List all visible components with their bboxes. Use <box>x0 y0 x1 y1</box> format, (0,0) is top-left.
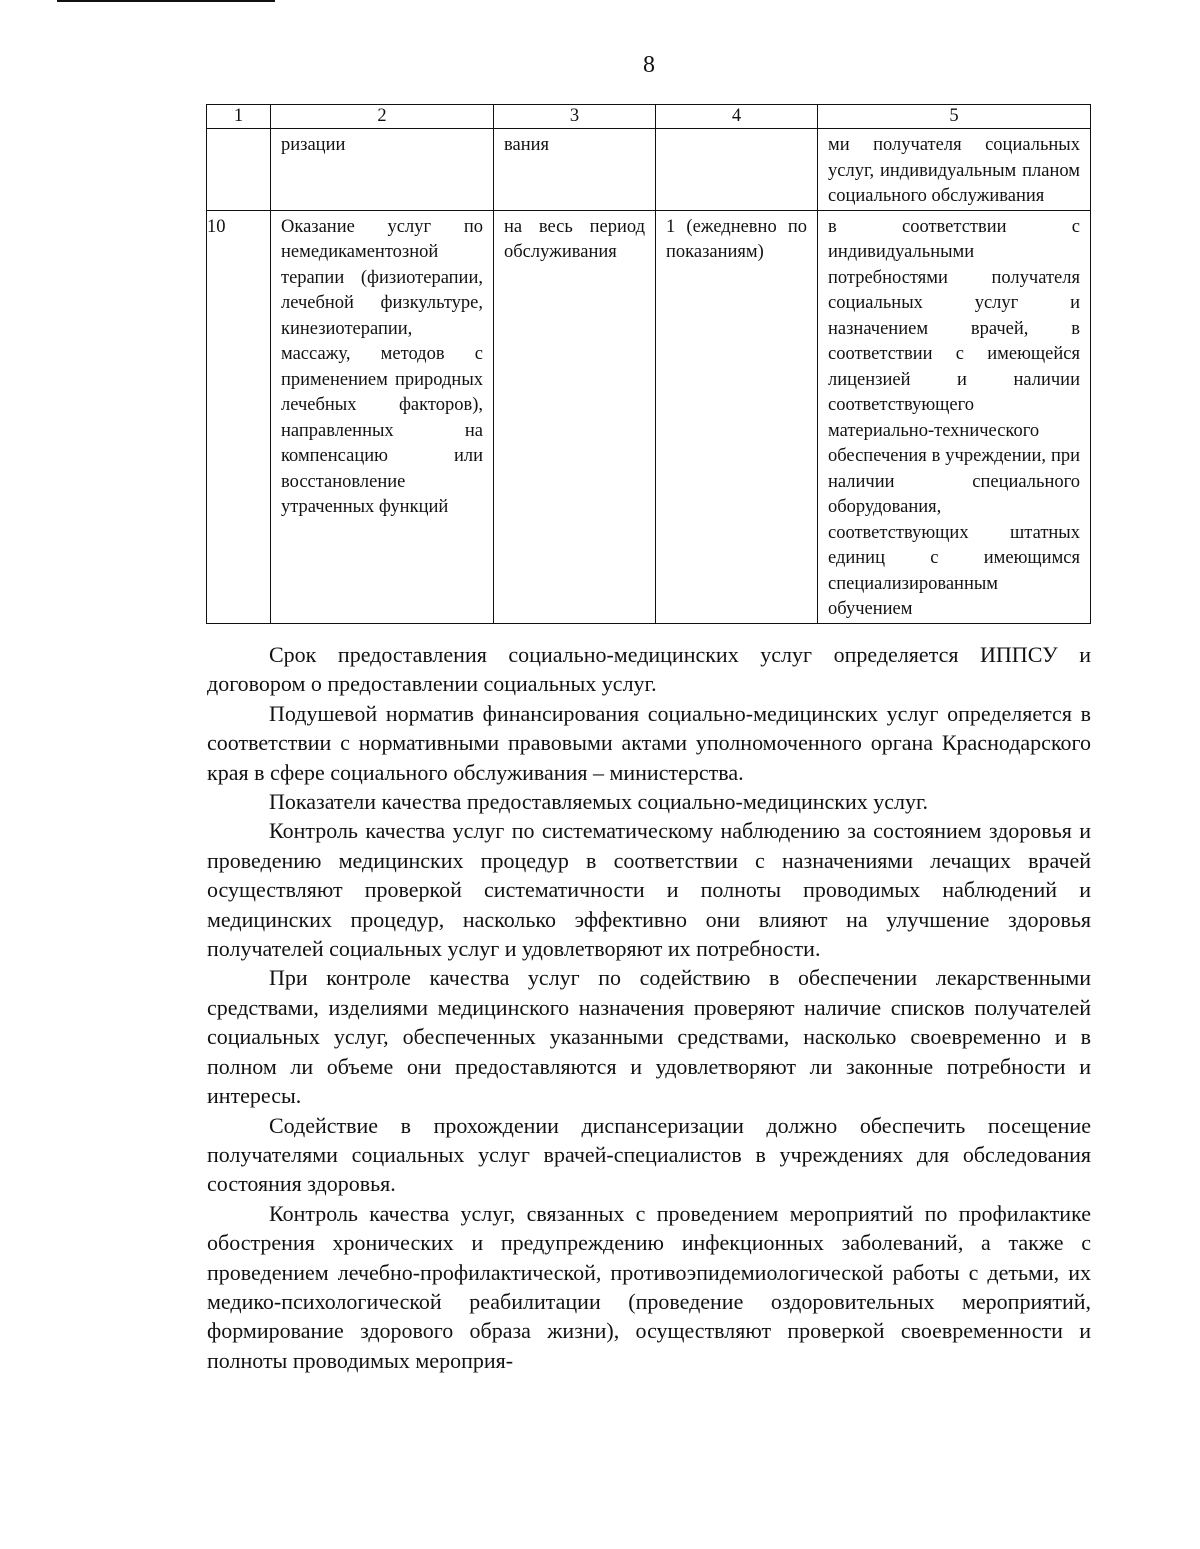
header-col-2: 2 <box>271 105 494 129</box>
paragraph-prevention: Контроль качества услуг, связанных с проведением мероприятий по профилактике обострения хронических и предупреждению инфекционных заболеваний, а также с проведением лечебно-профилактической, противоэпидемиологической работы с детьми, их медико-психологической реабилитации (проведение оздоровительных мероприятий, формирование здорового образа жизни), осуществляют проверкой своевременности и полноты проводимых мероприя- <box>207 1200 1091 1373</box>
row-number <box>207 129 271 211</box>
paragraph-medicines: При контроле качества услуг по содействию в обеспечении лекарственными средствами, изделиями медицинского назначения проверяют наличие списков получателей социальных услуг, обеспеченных указанными средствами, насколько своевременно и в полном ли объеме они предоставляются и удовлетворяют ли законные потребности и интересы. <box>207 965 1091 1109</box>
paragraph-term: Срок предоставления социально-медицинских услуг определяется ИППСУ и договором о предоставлении социальных услуг. <box>207 642 1091 697</box>
service-frequency <box>656 129 818 211</box>
service-period: вания <box>494 129 656 211</box>
top-rule <box>57 0 275 2</box>
paragraph-financing: Подушевой норматив финансирования социально-медицинских услуг определяется в соответствии с нормативными правовыми актами уполномоченного органа Краснодарского края в сфере социального обслуживания – министерства. <box>207 700 1091 785</box>
paragraph-dispensary: Содействие в прохождении диспансеризации должно обеспечить посещение получателями социальных услуг врачей-специалистов в учреждениях для обследования состояния здоровья. <box>207 1112 1091 1197</box>
service-conditions: ми получателя социальных услуг, индивидуальным планом социального обслуживания <box>818 129 1091 211</box>
service-frequency: 1 (ежедневно по показаниям) <box>656 210 818 623</box>
service-period: на весь период обслуживания <box>494 210 656 623</box>
services-table <box>206 104 1091 624</box>
table-row <box>207 210 1091 623</box>
header-col-4: 4 <box>656 105 818 129</box>
row-number: 10 <box>207 210 271 623</box>
service-name: ризации <box>271 129 494 211</box>
header-col-3: 3 <box>494 105 656 129</box>
service-conditions: в соответствии с индивидуальными потребностями получателя социальных услуг и назначением врачей, в соответствии с имеющейся лицензией и наличии соответствующего материально-технического обеспечения в учреждении, при наличии специального оборудования, соответствующих штатных единиц с имеющимся специализированным обучением <box>818 210 1091 623</box>
table-row <box>207 129 1091 211</box>
header-col-5: 5 <box>818 105 1091 129</box>
document-body <box>207 640 1091 1375</box>
page-number: 8 <box>643 52 655 78</box>
paragraph-quality-heading: Показатели качества предоставляемых социально-медицинских услуг. <box>269 789 929 815</box>
table-header-row <box>207 105 1091 129</box>
header-col-1: 1 <box>207 105 271 129</box>
service-name: Оказание услуг по немедикаментозной терапии (физиотерапии, лечебной физкультуре, кинезиотерапии, массажу, методов с применением природных лечебных факторов), направленных на компенсацию или восстановление утраченных функций <box>271 210 494 623</box>
paragraph-monitoring: Контроль качества услуг по систематическому наблюдению за состоянием здоровья и проведению медицинских процедур в соответствии с назначениями лечащих врачей осуществляют проверкой систематичности и полноты проводимых наблюдений и медицинских процедур, насколько эффективно они влияют на улучшение здоровья получателей социальных услуг и удовлетворяют их потребности. <box>207 818 1091 962</box>
